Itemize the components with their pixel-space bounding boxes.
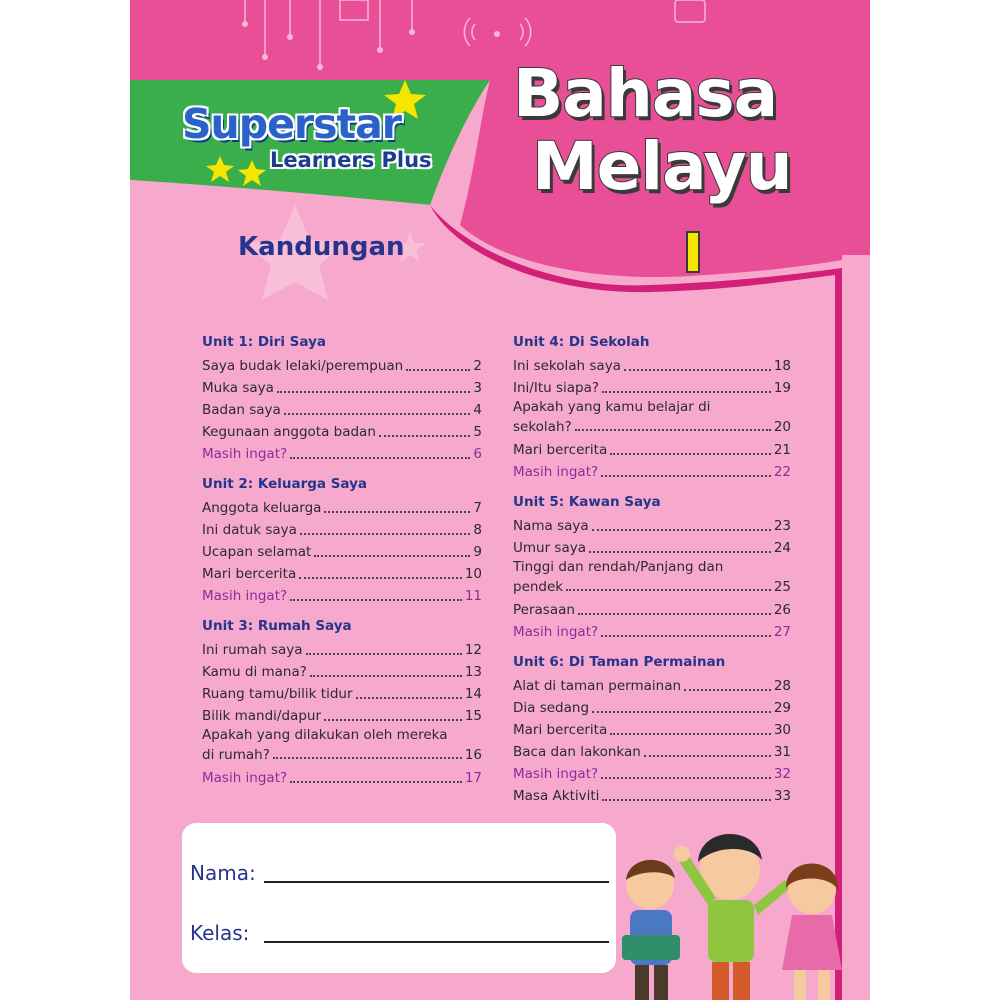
entry-page: 10 [464,566,482,582]
toc-entry[interactable] [202,562,482,584]
entry-label: di rumah? [202,747,270,763]
entry-page: 32 [773,766,791,782]
toc-entry[interactable] [202,376,482,398]
entry-label: sekolah? [513,419,572,435]
unit-title: Unit 4: Di Sekolah [513,334,650,350]
entry-label: Masih ingat? [202,588,288,604]
entry-page: 19 [773,380,791,396]
toc-entry-review[interactable] [513,762,791,784]
volume-number-mark [686,231,700,273]
entry-page: 28 [773,678,791,694]
entry-page: 6 [473,446,482,462]
entry-page: 33 [773,788,791,804]
entry-page: 21 [773,442,791,458]
entry-page: 16 [464,747,482,763]
entry-label: Masih ingat? [513,464,599,480]
entry-label: Apakah yang kamu belajar di [513,399,711,415]
entry-page: 25 [773,579,791,595]
entry-page: 22 [773,464,791,480]
toc-left-column [202,332,482,788]
entry-label: Mari bercerita [513,442,608,458]
entry-page: 27 [773,624,791,640]
entry-label: Ruang tamu/bilik tidur [202,686,353,702]
series-logo: Superstar [182,100,401,148]
entry-label: Ucapan selamat [202,544,312,560]
entry-label: Nama saya [513,518,589,534]
unit-title: Unit 1: Diri Saya [202,334,326,350]
entry-page: 12 [464,642,482,658]
entry-page: 11 [464,588,482,604]
book-cover-page [130,0,870,1000]
toc-right-column [513,332,791,806]
entry-page: 29 [773,700,791,716]
book-title-line1: Bahasa [513,55,778,132]
entry-label: Ini datuk saya [202,522,297,538]
toc-entry[interactable] [513,354,791,376]
class-write-line[interactable] [264,941,609,943]
entry-label: Muka saya [202,380,274,396]
name-class-box [182,823,616,973]
entry-page: 23 [773,518,791,534]
entry-page: 7 [473,500,482,516]
toc-entry-review[interactable] [513,620,791,642]
toc-entry[interactable] [202,496,482,518]
toc-entry[interactable] [513,740,791,762]
toc-entry[interactable] [513,376,791,398]
toc-entry[interactable] [202,398,482,420]
toc-entry[interactable] [202,704,482,726]
entry-label: Anggota keluarga [202,500,322,516]
unit-title: Unit 2: Keluarga Saya [202,476,368,492]
entry-label: Mari bercerita [513,722,608,738]
entry-label: Mari bercerita [202,566,297,582]
entry-label: Alat di taman permainan [513,678,682,694]
entry-label: Umur saya [513,540,586,556]
toc-entry-review[interactable] [513,460,791,482]
entry-page: 3 [473,380,482,396]
toc-entry[interactable] [202,638,482,660]
entry-label: Ini rumah saya [202,642,303,658]
toc-entry[interactable] [202,682,482,704]
entry-label: Masih ingat? [202,770,288,786]
entry-label: Masih ingat? [513,766,599,782]
toc-entry[interactable] [202,518,482,540]
toc-entry[interactable] [513,514,791,536]
toc-entry[interactable] [202,354,482,376]
toc-entry[interactable] [513,438,791,460]
right-margin [842,255,870,1000]
entry-label: Ini sekolah saya [513,358,621,374]
entry-page: 26 [773,602,791,618]
entry-label: Bilik mandi/dapur [202,708,321,724]
entry-page: 5 [473,424,482,440]
entry-label: Kamu di mana? [202,664,307,680]
entry-label: Kegunaan anggota badan [202,424,376,440]
unit-title: Unit 6: Di Taman Permainan [513,654,726,670]
entry-page: 30 [773,722,791,738]
toc-entry[interactable] [513,784,791,806]
entry-label: Masa Aktiviti [513,788,600,804]
entry-page: 15 [464,708,482,724]
entry-page: 17 [464,770,482,786]
entry-page: 24 [773,540,791,556]
toc-entry[interactable] [202,660,482,682]
entry-label: Badan saya [202,402,281,418]
entry-label: Apakah yang dilakukan oleh mereka [202,727,448,743]
toc-entry[interactable] [202,420,482,442]
entry-label: Masih ingat? [202,446,288,462]
unit-title: Unit 3: Rumah Saya [202,618,352,634]
entry-page: 8 [473,522,482,538]
toc-entry-review[interactable] [202,584,482,606]
entry-label: Perasaan [513,602,575,618]
entry-label: pendek [513,579,564,595]
entry-label: Tinggi dan rendah/Panjang dan [513,559,724,575]
entry-page: 4 [473,402,482,418]
toc-entry[interactable] [202,540,482,562]
entry-page: 18 [773,358,791,374]
entry-label: Ini/Itu siapa? [513,380,600,396]
toc-entry[interactable] [202,726,482,766]
name-label: Nama: [190,861,256,885]
entry-page: 9 [473,544,482,560]
unit-title: Unit 5: Kawan Saya [513,494,661,510]
entry-label: Saya budak lelaki/perempuan [202,358,404,374]
entry-label: Dia sedang [513,700,590,716]
entry-page: 20 [773,419,791,435]
entry-label: Masih ingat? [513,624,599,640]
toc-entry-review[interactable] [202,766,482,788]
toc-entry[interactable] [513,598,791,620]
class-label: Kelas: [190,921,250,945]
toc-entry[interactable] [513,398,791,438]
entry-page: 13 [464,664,482,680]
toc-entry[interactable] [513,536,791,558]
entry-page: 31 [773,744,791,760]
entry-page: 2 [473,358,482,374]
toc-entry[interactable] [513,558,791,598]
toc-entry[interactable] [513,718,791,740]
toc-entry[interactable] [513,674,791,696]
toc-entry[interactable] [513,696,791,718]
series-logo-subtitle: Learners Plus [270,148,432,172]
toc-heading: Kandungan [238,232,405,262]
toc-entry-review[interactable] [202,442,482,464]
entry-label: Baca dan lakonkan [513,744,641,760]
entry-page: 14 [464,686,482,702]
book-title-line2: Melayu [532,128,792,205]
name-write-line[interactable] [264,881,609,883]
